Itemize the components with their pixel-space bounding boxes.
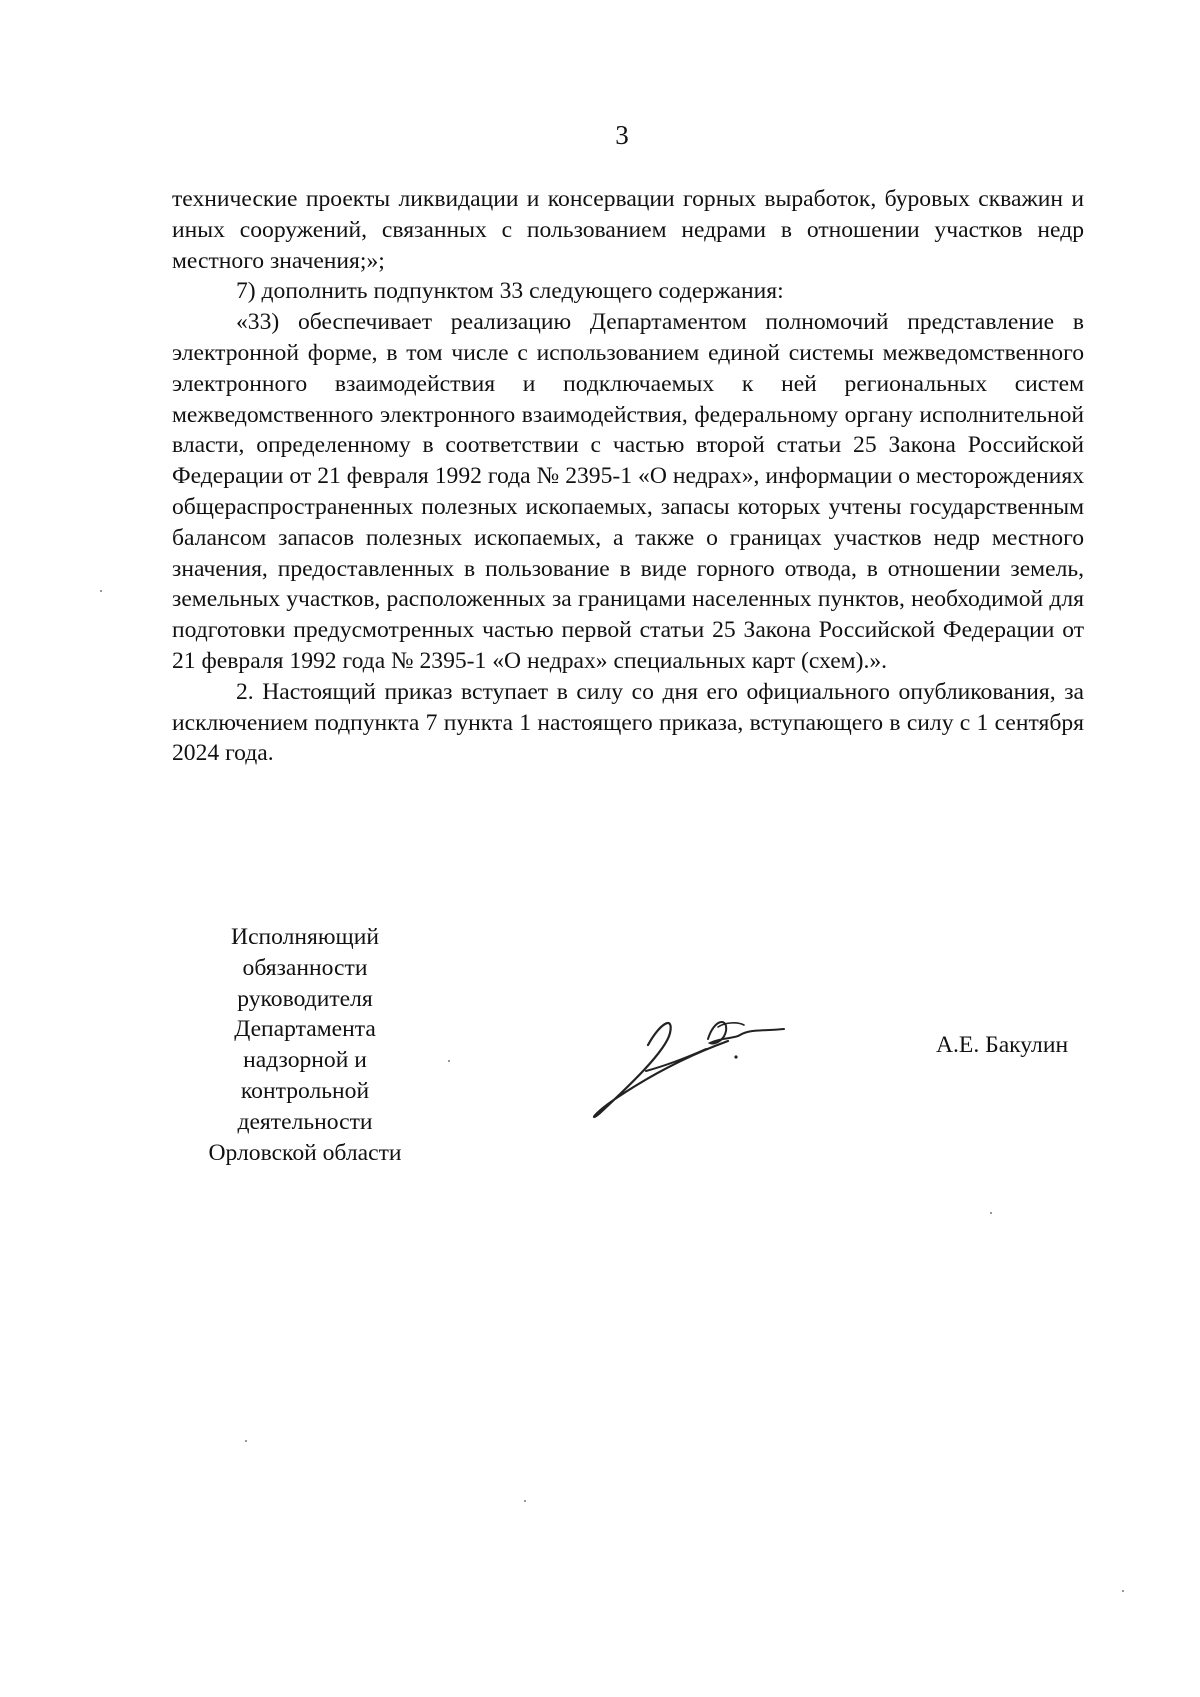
scan-speck	[524, 1500, 526, 1502]
paragraph-subitem-33: «33) обеспечивает реализацию Департаментом полномочий представление в электронной форме, в том числе с использованием единой системы межведомственного электронного взаимодействия и подключаемых к ней региональных систем межведомственного электронного взаимодействия, федеральному органу исполнительной власти, определенному в соответствии с частью второй статьи 25 Закона Российской Федерации от 21 февраля 1992 года № 2395-1 «О недрах», информации о месторождениях общераспространенных полезных ископаемых, запасы которых учтены государственным балансом запасов полезных ископаемых, а также о границах участков недр местного значения, предоставленных в пользование в виде горного отвода, в отношении земель, земельных участков, расположенных за границами населенных пунктов, необходимой для подготовки предусмотренных частью первой статьи 25 Закона Российской Федерации от 21 февраля 1992 года № 2395-1 «О недрах» специальных карт (схем).».	[172, 309, 1084, 674]
scan-speck	[990, 1212, 992, 1214]
signer-title-line: обязанности	[242, 954, 368, 981]
document-body	[172, 184, 1084, 769]
paragraph-continuation: технические проекты ликвидации и консервации горных выработок, буровых скважин и иных сооружений, связанных с пользованием недрами в отношении участков недр местного значения;»;	[172, 186, 1084, 274]
signer-title-line: руководителя	[237, 985, 373, 1012]
signer-title-line: надзорной и	[243, 1047, 367, 1074]
signer-title-line: Департамента	[234, 1016, 376, 1043]
handwritten-signature	[588, 1005, 838, 1125]
signer-title-line: Исполняющий	[231, 924, 379, 950]
signer-title-line: деятельности	[237, 1108, 373, 1135]
scan-speck	[1122, 1590, 1124, 1592]
signer-title	[180, 922, 430, 1168]
signer-name: А.Е. Бакулин	[936, 1032, 1069, 1058]
scan-speck	[100, 590, 102, 592]
paragraph-entry-into-force: 2. Настоящий приказ вступает в силу со дня его официального опубликования, за исключением подпункта 7 пункта 1 настоящего приказа, вступающего в силу с 1 сентября 2024 года.	[172, 678, 1084, 767]
paragraph-amendment-7: 7) дополнить подпунктом 33 следующего содержания:	[236, 278, 784, 305]
scan-speck	[245, 1440, 247, 1442]
scan-speck	[448, 1060, 450, 1062]
signer-title-line: Орловской области	[208, 1139, 402, 1166]
page-number: 3	[615, 120, 629, 150]
signer-title-line: контрольной	[240, 1077, 370, 1104]
